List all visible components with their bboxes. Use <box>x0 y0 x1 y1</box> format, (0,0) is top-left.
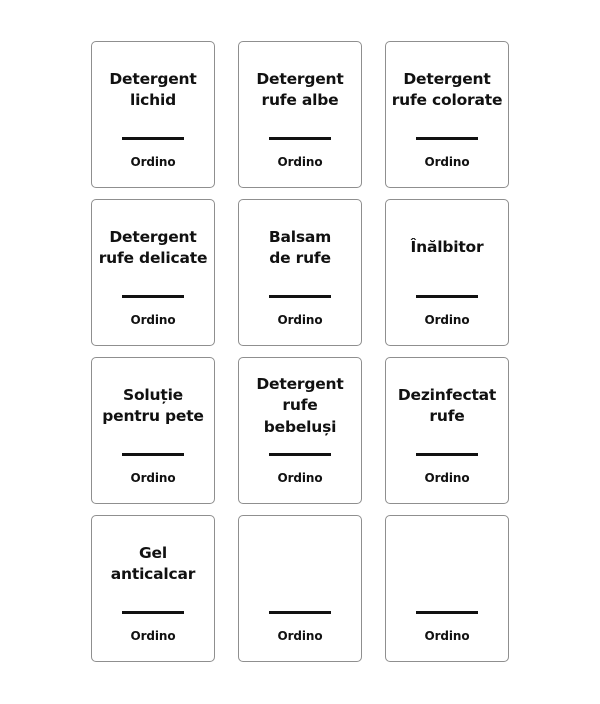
label-title: Detergent rufe colorate <box>391 69 503 109</box>
title-area <box>96 358 210 454</box>
label-card <box>385 357 509 504</box>
label-title: Soluție pentru pete <box>102 385 204 425</box>
title-area <box>96 516 210 612</box>
label-card <box>91 41 215 188</box>
brand-name: Ordino <box>424 155 470 169</box>
label-card-blank <box>385 515 509 662</box>
title-area <box>390 42 504 138</box>
label-card-blank <box>238 515 362 662</box>
divider-bar <box>416 611 478 614</box>
label-title: Detergent lichid <box>109 69 197 109</box>
brand-name: Ordino <box>424 471 470 485</box>
divider-bar <box>269 611 331 614</box>
brand-name: Ordino <box>277 155 323 169</box>
label-title: Gel anticalcar <box>110 543 196 583</box>
divider-bar <box>122 611 184 614</box>
brand-name: Ordino <box>130 471 176 485</box>
title-area <box>390 358 504 454</box>
brand-name: Ordino <box>130 629 176 643</box>
brand-name: Ordino <box>424 629 470 643</box>
title-area <box>96 42 210 138</box>
divider-bar <box>416 295 478 298</box>
brand-name: Ordino <box>130 155 176 169</box>
brand-name: Ordino <box>130 313 176 327</box>
label-card <box>91 357 215 504</box>
divider-bar <box>122 453 184 456</box>
title-area <box>243 200 357 296</box>
label-card <box>238 199 362 346</box>
label-card <box>238 41 362 188</box>
divider-bar <box>269 295 331 298</box>
label-card <box>385 199 509 346</box>
label-title: Balsam de rufe <box>268 227 332 267</box>
label-card <box>91 515 215 662</box>
divider-bar <box>122 137 184 140</box>
title-area <box>243 358 357 454</box>
brand-name: Ordino <box>277 471 323 485</box>
label-title: Detergent rufe bebeluși <box>256 374 344 436</box>
label-title: Detergent rufe delicate <box>98 227 208 267</box>
title-area <box>243 516 357 612</box>
divider-bar <box>122 295 184 298</box>
title-area <box>96 200 210 296</box>
label-card <box>91 199 215 346</box>
label-card <box>385 41 509 188</box>
title-area <box>390 200 504 296</box>
label-card <box>238 357 362 504</box>
brand-name: Ordino <box>277 629 323 643</box>
label-title: Dezinfectat rufe <box>397 385 497 425</box>
brand-name: Ordino <box>424 313 470 327</box>
title-area <box>243 42 357 138</box>
label-sheet <box>91 41 509 662</box>
label-title: Înălbitor <box>410 238 484 257</box>
title-area <box>390 516 504 612</box>
brand-name: Ordino <box>277 313 323 327</box>
label-title: Detergent rufe albe <box>256 69 344 109</box>
divider-bar <box>416 137 478 140</box>
divider-bar <box>416 453 478 456</box>
divider-bar <box>269 137 331 140</box>
divider-bar <box>269 453 331 456</box>
